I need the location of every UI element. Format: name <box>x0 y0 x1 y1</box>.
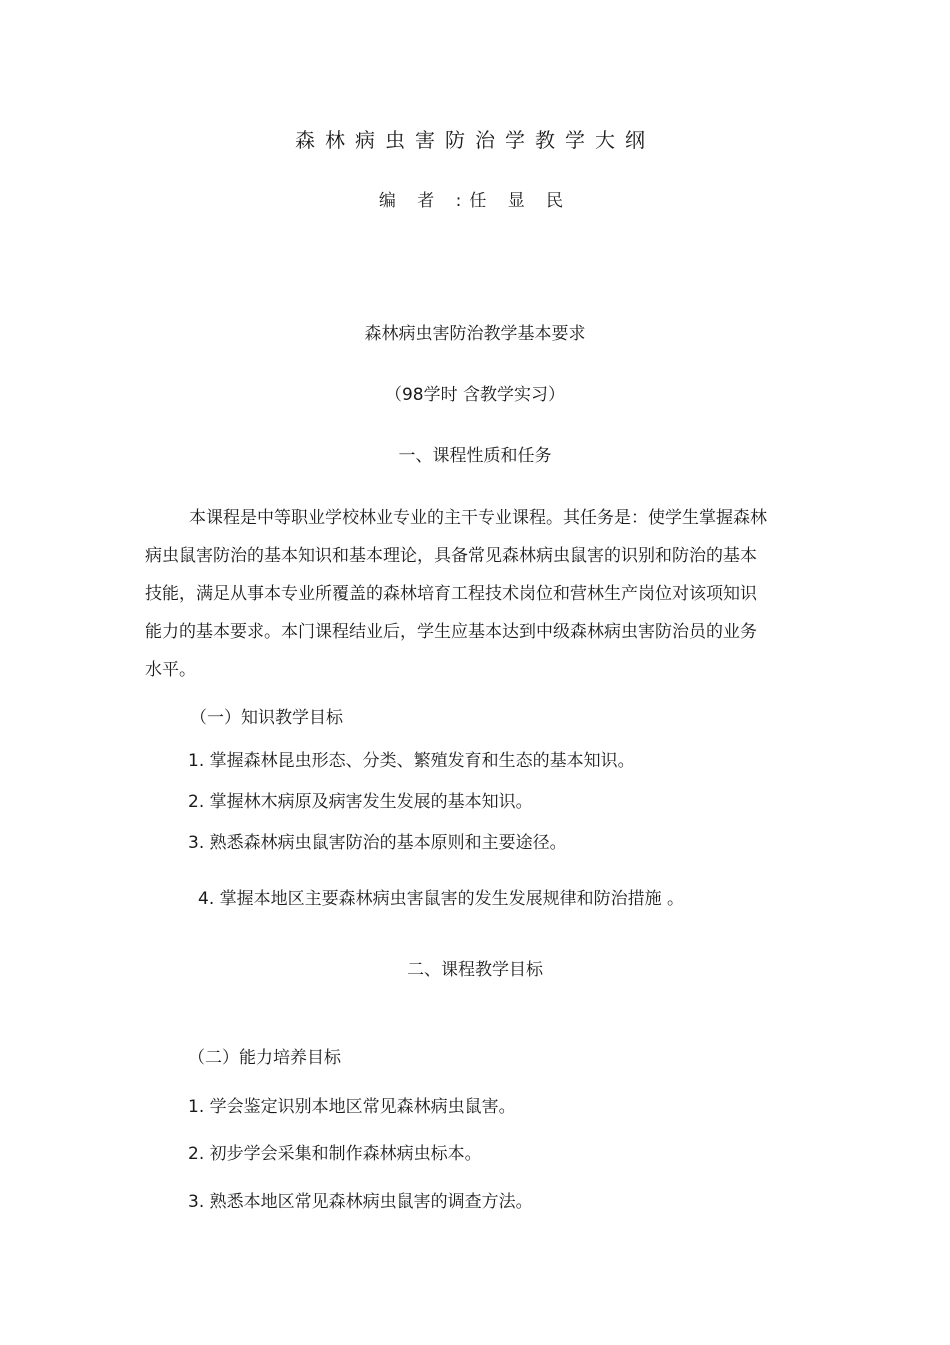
knowledge-item: 1. 掌握森林昆虫形态、分类、繁殖发育和生态的基本知识。 <box>188 751 635 771</box>
knowledge-item: 4. 掌握本地区主要森林病虫害鼠害的发生发展规律和防治措施 。 <box>198 889 685 909</box>
document-title: 森林病虫害防治学教学大纲 <box>295 128 655 152</box>
ability-objectives-heading: （二）能力培养目标 <box>188 1048 341 1068</box>
author-line: 编 者 :任 显 民 <box>378 191 572 211</box>
knowledge-item: 2. 掌握林木病原及病害发生发展的基本知识。 <box>188 792 533 812</box>
intro-line: 水平。 <box>145 660 196 680</box>
section-heading-course-nature: 一、课程性质和任务 <box>398 446 552 466</box>
intro-line: 能力的基本要求。本门课程结业后，学生应基本达到中级森林病虫害防治员的业务 <box>145 622 757 642</box>
intro-line: 病虫鼠害防治的基本知识和基本理论，具备常见森林病虫鼠害的识别和防治的基本 <box>145 546 757 566</box>
intro-line: 本课程是中等职业学校林业专业的主干专业课程。其任务是：使学生掌握森林 <box>189 508 767 528</box>
intro-line: 技能，满足从事本专业所覆盖的森林培育工程技术岗位和营林生产岗位对该项知识 <box>145 584 757 604</box>
ability-item: 1. 学会鉴定识别本地区常见森林病虫鼠害。 <box>188 1097 516 1117</box>
section-heading-teaching-goals: 二、课程教学目标 <box>407 960 543 980</box>
requirements-heading: 森林病虫害防治教学基本要求 <box>364 324 586 344</box>
intro-paragraph <box>145 499 795 689</box>
ability-item: 3. 熟悉本地区常见森林病虫鼠害的调查方法。 <box>188 1192 533 1212</box>
knowledge-objectives-heading: （一）知识教学目标 <box>190 708 343 728</box>
hours-note: （98学时 含教学实习） <box>384 385 566 405</box>
ability-item: 2. 初步学会采集和制作森林病虫标本。 <box>188 1144 482 1164</box>
knowledge-item: 3. 熟悉森林病虫鼠害防治的基本原则和主要途径。 <box>188 833 567 853</box>
